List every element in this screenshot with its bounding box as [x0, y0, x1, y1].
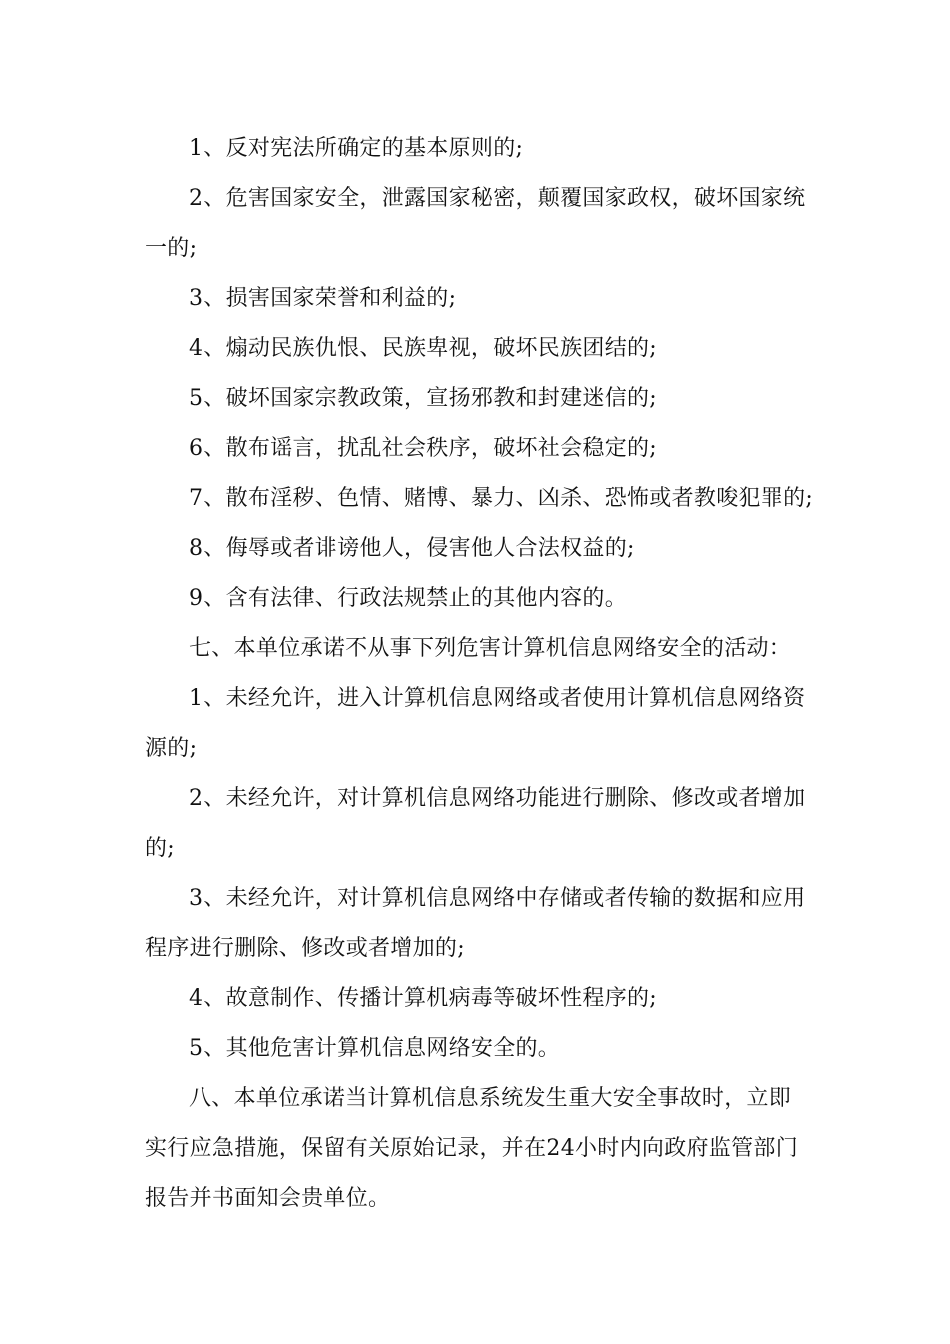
clause-9	[145, 574, 811, 624]
section-seven-item-3	[145, 874, 811, 974]
paragraph-line: 4、故意制作、传播计算机病毒等破坏性程序的;	[189, 986, 658, 1011]
paragraph-line: 3、未经允许，对计算机信息网络中存储或者传输的数据和应用	[189, 886, 806, 911]
clause-8	[145, 524, 811, 574]
paragraph-line: 的;	[145, 836, 176, 861]
paragraph-line: 2、未经允许，对计算机信息网络功能进行删除、修改或者增加	[189, 786, 806, 811]
paragraph-line: 源的;	[145, 736, 198, 761]
section-seven-item-2	[145, 774, 811, 874]
paragraph-line: 七、本单位承诺不从事下列危害计算机信息网络安全的活动：	[189, 636, 792, 661]
clause-6	[145, 424, 811, 474]
section-seven-item-4	[145, 974, 811, 1024]
section-eight-paragraph	[145, 1074, 811, 1224]
clause-1	[145, 124, 811, 174]
paragraph-line: 2、危害国家安全，泄露国家秘密，颠覆国家政权，破坏国家统	[189, 186, 806, 211]
paragraph-line: 7、散布淫秽、色情、赌博、暴力、凶杀、恐怖或者教唆犯罪的;	[189, 486, 814, 511]
paragraph-line: 实行应急措施，保留有关原始记录，并在24小时内向政府监管部门	[145, 1136, 798, 1161]
paragraph-line: 1、反对宪法所确定的基本原则的;	[189, 136, 524, 161]
paragraph-line: 八、本单位承诺当计算机信息系统发生重大安全事故时，立即	[189, 1086, 792, 1111]
paragraph-line: 5、破坏国家宗教政策，宣扬邪教和封建迷信的;	[189, 386, 658, 411]
paragraph-line: 3、损害国家荣誉和利益的;	[189, 286, 457, 311]
paragraph-line: 9、含有法律、行政法规禁止的其他内容的。	[189, 586, 627, 611]
paragraph-line: 5、其他危害计算机信息网络安全的。	[189, 1036, 561, 1061]
paragraph-line: 6、散布谣言，扰乱社会秩序，破坏社会稳定的;	[189, 436, 658, 461]
paragraph-line: 8、侮辱或者诽谤他人，侵害他人合法权益的;	[189, 536, 635, 561]
section-seven-heading	[145, 624, 811, 674]
clause-7	[145, 474, 814, 524]
clause-4	[145, 324, 811, 374]
paragraph-line: 程序进行删除、修改或者增加的;	[145, 936, 465, 961]
section-seven-item-1	[145, 674, 811, 774]
document-body	[145, 124, 814, 1224]
paragraph-line: 报告并书面知会贵单位。	[145, 1186, 391, 1211]
paragraph-line: 一的;	[145, 236, 198, 261]
paragraph-line: 1、未经允许，进入计算机信息网络或者使用计算机信息网络资	[189, 686, 806, 711]
clause-5	[145, 374, 811, 424]
clause-3	[145, 274, 811, 324]
section-seven-item-5	[145, 1024, 811, 1074]
paragraph-line: 4、煽动民族仇恨、民族卑视，破坏民族团结的;	[189, 336, 658, 361]
clause-2	[145, 174, 811, 274]
